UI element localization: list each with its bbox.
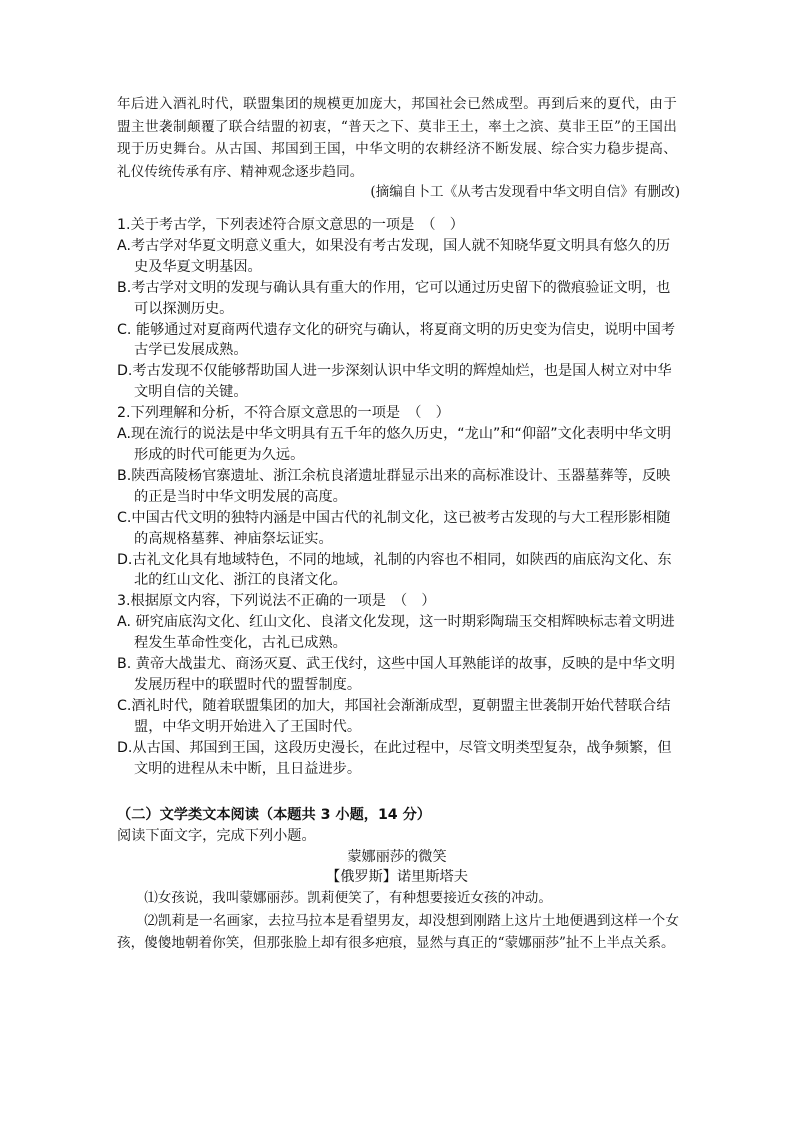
option-d: D.古礼文化具有地域特色，不同的地域，礼制的内容也不相同，如陕西的庙底沟文化、东北的红山文化、浙江的良渚文化。 bbox=[117, 551, 672, 589]
option-d: D.从古国、邦国到王国，这段历史漫长，在此过程中，尽管文明类型复杂，战争频繁，但文明的进程从未中断，且日益进步。 bbox=[117, 739, 672, 777]
story-body bbox=[117, 887, 679, 955]
question-3 bbox=[117, 591, 683, 779]
option-a: A. 研究庙底沟文化、红山文化、良渚文化发现，这一时期彩陶瑞玉交相辉映标志着文明进程发生革命性变化，古礼已成熟。 bbox=[117, 614, 675, 652]
question-stem: 2.下列理解和分析，不符合原文意思的一项是 （ ） bbox=[117, 405, 450, 422]
option-b: B.陕西高陵杨官寨遗址、浙江余杭良渚遗址群显示出来的高标准设计、玉器墓葬等，反映的正是当时中华文明发展的高度。 bbox=[117, 467, 671, 505]
passage-paragraph: 年后进入酒礼时代，联盟集团的规模更加庞大，邦国社会已然成型。再到后来的夏代，由于盟主世袭制颠覆了联合结盟的初衷，“普天之下、莫非王土，率土之滨、莫非王臣”的王国出现于历史舞台。从古国、邦国到王国，中华文明的农耕经济不断发展、综合实力稳步提高、礼仪传统传承有序、精神观念逐步趋同。 bbox=[117, 96, 677, 180]
story-paragraph-1: ⑴女孩说，我叫蒙娜丽莎。凯莉便笑了，有种想要接近女孩的冲动。 bbox=[144, 890, 552, 906]
option-a: A.考古学对华夏文明意义重大，如果没有考古发现，国人就不知晓华夏文明具有悠久的历史及华夏文明基因。 bbox=[117, 237, 671, 275]
option-b: B. 黄帝大战蚩尤、商汤灭夏、武王伐纣，这些中国人耳熟能详的故事，反映的是中华文明发展历程中的联盟时代的盟誓制度。 bbox=[117, 656, 675, 693]
option-c: C.酒礼时代，随着联盟集团的加大，邦国社会渐渐成型，夏朝盟主世袭制开始代替联合结盟，中华文明开始进入了王国时代。 bbox=[117, 697, 671, 735]
section-instruction: 阅读下面文字，完成下列小题。 bbox=[117, 828, 316, 844]
story-title: 蒙娜丽莎的微笑 bbox=[347, 849, 447, 865]
option-a: A.现在流行的说法是中华文明具有五千年的悠久历史，“龙山”和“仰韶”文化表明中华文明形成的时代可能更为久远。 bbox=[117, 426, 672, 463]
option-c: C.中国古代文明的独特内涵是中国古代的礼制文化，这已被考古发现的与大工程形影相随的高规格墓葬、神庙祭坛证实。 bbox=[117, 509, 671, 547]
question-list bbox=[117, 215, 683, 779]
passage-source: (摘编自卜工《从考古发现看中华文明自信》有删改) bbox=[370, 184, 680, 200]
question-stem: 3.根据原文内容，下列说法不正确的一项是 （ ） bbox=[117, 593, 436, 610]
option-d: D.考古发现不仅能够帮助国人进一步深刻认识中华文明的辉煌灿烂，也是国人树立对中华文明自信的关键。 bbox=[117, 363, 672, 401]
question-1 bbox=[117, 215, 683, 403]
section-heading: （二）文学类文本阅读（本题共 3 小题，14 分） bbox=[117, 807, 431, 823]
story-author: 【俄罗斯】诺里斯塔夫 bbox=[326, 869, 468, 885]
question-2 bbox=[117, 403, 683, 591]
story-paragraph-2: ⑵凯莉是一名画家，去拉马拉本是看望男友，却没想到刚踏上这片土地便遇到这样一个女孩，傻傻地朝着你笑，但那张脸上却有很多疤痕，显然与真正的“蒙娜丽莎”扯不上半点关系。 bbox=[117, 912, 679, 952]
question-stem: 1.关于考古学，下列表述符合原文意思的一项是 （ ） bbox=[117, 217, 464, 233]
option-b: B.考古学对文明的发现与确认具有重大的作用，它可以通过历史留下的微痕验证文明，也可以探测历史。 bbox=[117, 279, 671, 317]
option-c: C. 能够通过对夏商两代遗存文化的研究与确认，将夏商文明的历史变为信史，说明中国考古学已发展成熟。 bbox=[117, 321, 676, 359]
